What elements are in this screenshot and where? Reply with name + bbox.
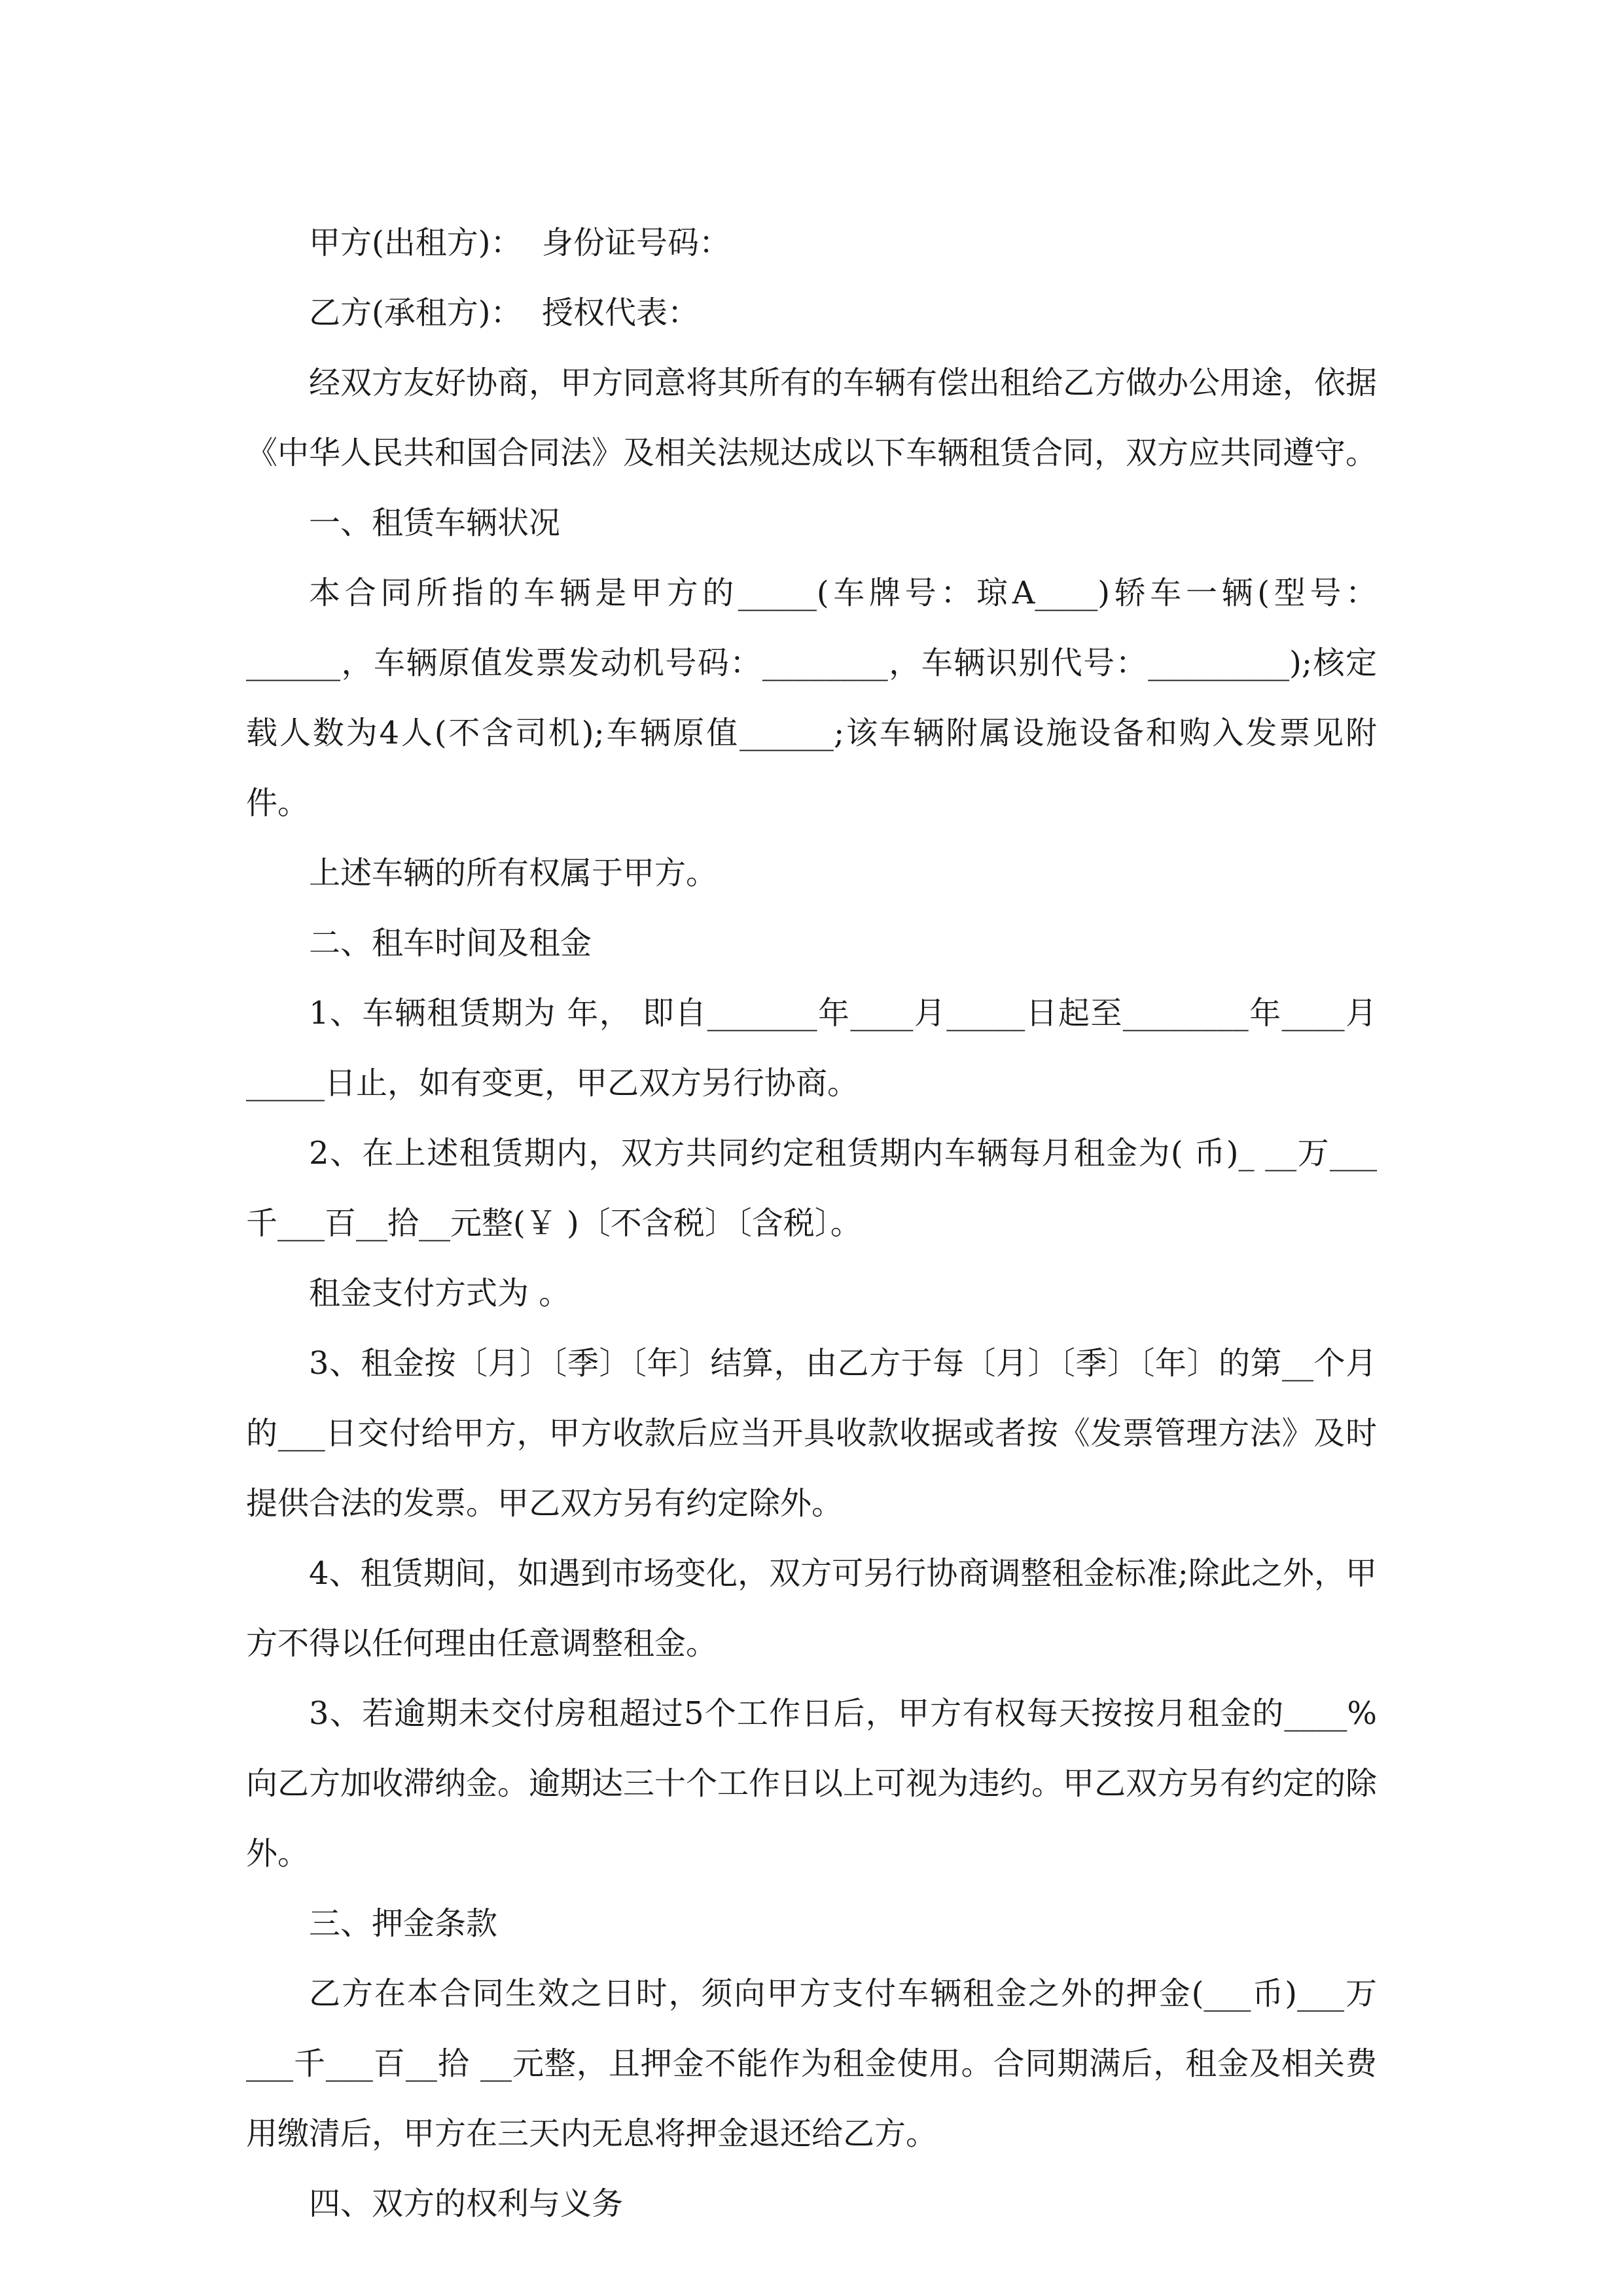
section1-heading: 一、租赁车辆状况 xyxy=(309,505,561,541)
section1-vehicle-paragraph: 本合同所指的车辆是甲方的_____(车牌号：琼A____)轿车一辆(型号：______，车辆原值发票发动机号码：________，车辆识别代号：_________);核定载人数为4人(不含司机);车辆原值______;该车辆附属设施设备和购入发票见附件。 xyxy=(246,575,1377,821)
intro-paragraph: 经双方友好协商，甲方同意将其所有的车辆有偿出租给乙方做办公用途，依据《中华人民共和国合同法》及相关法规达成以下车辆租赁合同，双方应共同遵守。 xyxy=(246,365,1378,471)
section1-ownership-paragraph: 上述车辆的所有权属于甲方。 xyxy=(309,855,718,891)
section2-late-fee-paragraph: 3、若逾期未交付房租超过5个工作日后，甲方有权每天按按月租金的____%向乙方加收滞纳金。逾期达三十个工作日以上可视为违约。甲乙双方另有约定的除外。 xyxy=(246,1695,1378,1872)
section2-settlement-paragraph: 3、租金按〔月〕〔季〕〔年〕结算，由乙方于每〔月〕〔季〕〔年〕的第__个月的___日交付给甲方，甲方收款后应当开具收款收据或者按《发票管理方法》及时提供合法的发票。甲乙双方另有约定除外。 xyxy=(246,1345,1377,1522)
section2-heading: 二、租车时间及租金 xyxy=(309,925,592,961)
section4-heading: 四、双方的权利与义务 xyxy=(309,2185,624,2222)
section2-rent-paragraph: 2、在上述租赁期内，双方共同约定租赁期内车辆每月租金为( 币)_ __万___千___百__拾__元整(￥ )〔不含税〕〔含税〕。 xyxy=(246,1135,1377,1242)
section2-term-paragraph: 1、车辆租赁期为 年， 即自_______年____月_____日起至________年____月_____日止，如有变更，甲乙双方另行协商。 xyxy=(246,995,1377,1102)
section2-adjustment-paragraph: 4、租赁期间，如遇到市场变化，双方可另行协商调整租金标准;除此之外，甲方不得以任何理由任意调整租金。 xyxy=(246,1555,1377,1662)
section3-heading: 三、押金条款 xyxy=(309,1905,498,1942)
document-body xyxy=(246,208,1377,2239)
party-b-line: 乙方(承租方)： 授权代表： xyxy=(309,295,699,331)
section2-payment-method: 租金支付方式为 。 xyxy=(309,1275,571,1312)
section3-deposit-paragraph: 乙方在本合同生效之日时，须向甲方支付车辆租金之外的押金(___币)___万___千___百__拾 __元整，且押金不能作为租金使用。合同期满后，租金及相关费用缴清后，甲方在三天内无息将押金退还给乙方。 xyxy=(246,1975,1377,2152)
party-a-line: 甲方(出租方)： 身份证号码： xyxy=(309,224,730,261)
